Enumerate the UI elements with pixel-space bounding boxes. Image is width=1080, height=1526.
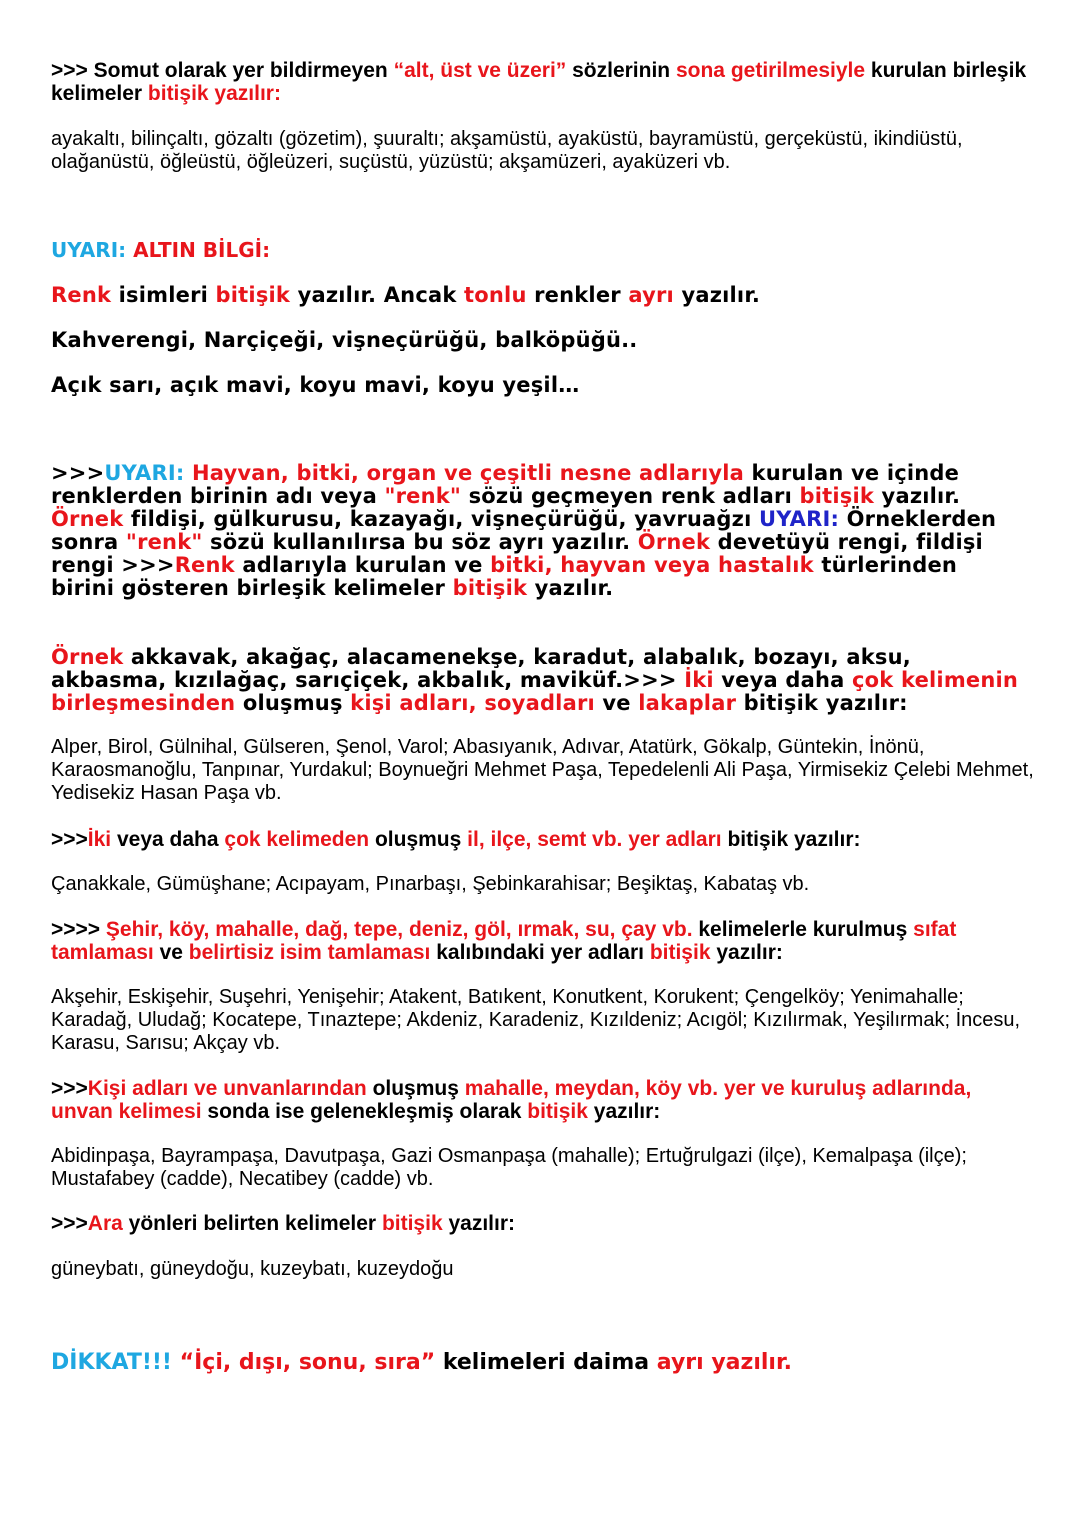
highlight: Renk — [174, 553, 235, 577]
highlight: Şehir, köy, mahalle, dağ, tepe, deniz, göl, ırmak, su, çay vb. — [105, 918, 693, 941]
highlight: kişi adları, soyadları — [350, 691, 595, 715]
text: >>> Somut olarak yer bildirmeyen — [51, 59, 394, 82]
text: isimleri — [111, 283, 216, 307]
examples-alt-ust-uzeri: ayakaltı, bilinçaltı, gözaltı (gözetim), şuuraltı; akşamüstü, ayaküstü, bayramüstü, gerçeküstü, ikindiüstü, olağanüstü, öğleüstü, öğleüzeri, suçüstü, yüzüstü; akşamüzeri, ayaküzeri vb. — [51, 128, 963, 173]
text: >>> — [51, 1077, 88, 1100]
rule-yer-adlari — [51, 828, 1036, 851]
warning-heading — [51, 239, 1036, 262]
text: veya daha — [111, 828, 225, 851]
text: kurulan birleşik kelimeler — [51, 59, 1027, 105]
text: sözlerinin — [566, 59, 676, 82]
highlight: bitişik — [799, 484, 875, 508]
highlight: İki — [87, 828, 112, 851]
highlight: sıfat tamlaması — [51, 918, 957, 964]
rule-renk — [51, 284, 1036, 307]
rule-ara-yonler — [51, 1212, 1036, 1235]
text: akkavak, akağaç, alacamenekşe, karadut, alabalık, bozayı, aksu, akbasma, kızılağaç, sarıçiçek, akbalık, maviküf.>>> — [51, 645, 911, 692]
examples-unvanlar: Abidinpaşa, Bayrampaşa, Davutpaşa, Gazi Osmanpaşa (mahalle); Ertuğrulgazi (ilçe), Kemalpaşa (ilçe); Mustafabey (cadde), Necatibey (cadde) vb. — [51, 1145, 967, 1190]
text: yazılır: — [442, 1212, 515, 1235]
highlight: mahalle, meydan, köy vb. yer ve kuruluş adlarında, unvan kelimesi — [51, 1077, 972, 1123]
highlight: Örnek — [51, 645, 124, 669]
text: renkler — [526, 283, 629, 307]
highlight: “alt, üst ve üzeri” — [393, 59, 567, 82]
highlight: Örnek — [637, 530, 711, 554]
highlight: Kişi adları ve unvanlarından — [87, 1077, 367, 1100]
rule-renk-adlari — [51, 462, 1026, 600]
highlight: ayrı yazılır. — [656, 1350, 793, 1375]
examples-sehir-koy: Akşehir, Eskişehir, Suşehri, Yenişehir; Atakent, Batıkent, Konutkent, Korukent; Çengelköy; Yenimahalle; Karadağ, Uludağ; Kocatepe, Tınaztepe; Akdeniz, Karadeniz, Kızıldeniz; Acıgöl; Kızılırmak, Yeşilırmak; İncesu, Karasu, Sarısu; Akçay vb. — [51, 986, 1021, 1054]
text: sözü kullanılırsa bu söz ayrı yazılır. — [202, 530, 638, 554]
highlight: bitişik — [527, 1100, 588, 1123]
highlight: Örnek — [51, 507, 124, 531]
highlight: ALTIN BİLGİ: — [126, 238, 271, 262]
text: yazılır: — [710, 941, 783, 964]
highlight: "renk" — [384, 484, 462, 508]
text: oluşmuş — [366, 1077, 465, 1100]
text: yönleri belirten kelimeler — [122, 1212, 382, 1235]
highlight: ayrı — [628, 283, 674, 307]
text: >>> — [51, 828, 88, 851]
rule-alt-ust-uzeri — [51, 59, 1036, 105]
renk-examples-bitisik: Kahverengi, Narçiçeği, vişneçürüğü, balköpüğü.. — [51, 328, 638, 352]
highlight: "renk" — [125, 530, 203, 554]
highlight: sona getirilmesiyle — [675, 59, 866, 82]
highlight: bitişik — [452, 576, 528, 600]
highlight: tonlu — [464, 283, 527, 307]
text: kelimelerle kurulmuş — [692, 918, 914, 941]
text: >>> — [51, 461, 105, 485]
warning-label: DİKKAT!!! — [51, 1350, 172, 1375]
warning-label: UYARI: — [104, 461, 185, 485]
text: Örneklerden sonra — [51, 507, 997, 554]
text: bitişik yazılır: — [721, 828, 861, 851]
highlight: İki — [684, 668, 714, 692]
text: sözü geçmeyen renk adları — [461, 484, 800, 508]
rule-unvanlar — [51, 1077, 1036, 1123]
text: yazılır. — [527, 576, 614, 600]
text: oluşmuş — [235, 691, 351, 715]
warning-label: UYARI: — [759, 507, 840, 531]
highlight: “İçi, dışı, sonu, sıra” — [171, 1350, 436, 1375]
text: ve — [594, 691, 639, 715]
examples-kisi-adlari: Alper, Birol, Gülnihal, Gülseren, Şenol, Varol; Abasıyanık, Adıvar, Atatürk, Gökalp, Güntekin, İnönü, Karaosmanoğlu, Tanpınar, Yurdakul; Boynueğri Mehmet Paşa, Tepedelenli Ali Paşa, Yirmisekiz Çelebi Mehmet, Yedisekiz Hasan Paşa vb. — [51, 736, 1034, 804]
examples-yer-adlari: Çanakkale, Gümüşhane; Acıpayam, Pınarbaşı, Şebinkarahisar; Beşiktaş, Kabataş vb. — [51, 873, 810, 895]
renk-examples-ayri: Açık sarı, açık mavi, koyu mavi, koyu yeşil… — [51, 373, 580, 397]
highlight: Renk — [51, 283, 112, 307]
text: yazılır. Ancak — [290, 283, 465, 307]
examples-ara-yonler: güneybatı, güneydoğu, kuzeybatı, kuzeydoğu — [51, 1258, 454, 1280]
text: fildişi, gülkurusu, kazayağı, vişneçürüğü, yavruağzı — [123, 507, 759, 531]
highlight: çok kelimeden — [224, 828, 370, 851]
text: adlarıyla kurulan ve — [234, 553, 491, 577]
text: yazılır: — [587, 1100, 661, 1123]
text: türlerinden birini gösteren birleşik kelimeler — [51, 553, 958, 600]
text: kelimeleri daima — [435, 1350, 657, 1375]
text: bitişik yazılır: — [736, 691, 908, 715]
highlight: çok kelimenin birleşmesinden — [51, 668, 1019, 715]
highlight: bitki, hayvan veya hastalık — [490, 553, 814, 577]
highlight: belirtisiz isim tamlaması — [188, 941, 431, 964]
highlight: bitişik — [381, 1212, 443, 1235]
rule-sehir-koy — [51, 918, 1036, 964]
highlight: bitişik — [649, 941, 711, 964]
highlight: bitişik yazılır: — [147, 82, 281, 105]
highlight: bitişik — [215, 283, 291, 307]
highlight: Ara — [87, 1212, 123, 1235]
text: kurulan ve içinde renklerden birinin adı veya — [51, 461, 960, 508]
text: yazılır. — [673, 283, 761, 307]
text: veya daha — [713, 668, 853, 692]
text: >>>> — [51, 918, 106, 941]
text: kalıbındaki yer adları — [430, 941, 650, 964]
text: ve — [153, 941, 189, 964]
highlight: Hayvan, bitki, organ ve çeşitli nesne adlarıyla — [184, 461, 745, 485]
highlight: lakaplar — [638, 691, 737, 715]
text: >>> — [51, 1212, 88, 1235]
text: oluşmuş — [369, 828, 468, 851]
text: yazılır. — [874, 484, 961, 508]
rule-kisi-adlari — [51, 646, 1026, 715]
highlight: il, ilçe, semt vb. yer adları — [467, 828, 722, 851]
dikkat-note — [51, 1350, 1036, 1376]
text: sonda ise gelenekleşmiş olarak — [201, 1100, 528, 1123]
warning-label: UYARI: — [51, 238, 127, 262]
text: devetüyü rengi, fildişi rengi >>> — [51, 530, 983, 577]
